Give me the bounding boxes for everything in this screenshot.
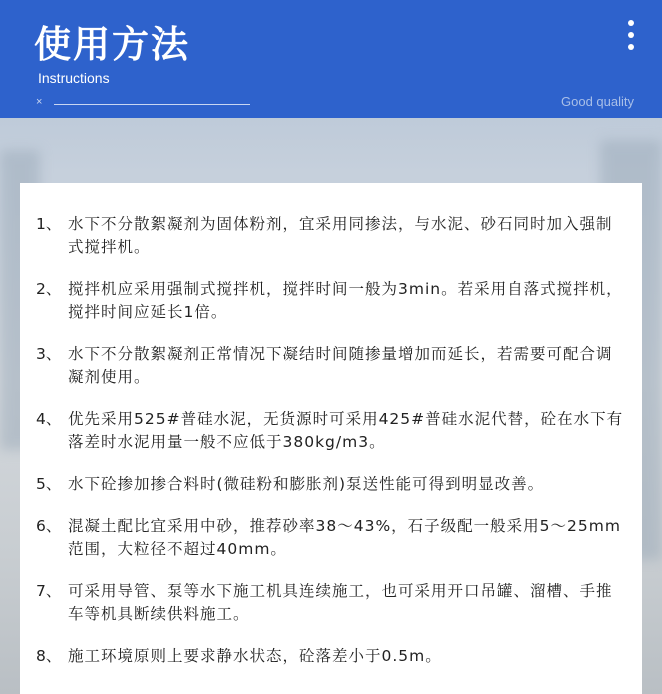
page-title: 使用方法 (34, 23, 190, 66)
item-number: 8、 (36, 647, 62, 665)
list-item (36, 473, 628, 496)
list-item (36, 515, 628, 561)
list-item (36, 278, 628, 324)
list-item (36, 408, 628, 454)
divider (54, 104, 250, 105)
menu-dot (628, 44, 634, 50)
menu-dot (628, 32, 634, 38)
item-number: 7、 (36, 582, 62, 600)
item-text: 施工环境原则上要求静水状态，砼落差小于0.5m。 (68, 647, 442, 665)
item-text: 可采用导管、泵等水下施工机具连续施工，也可采用开口吊罐、溜槽、手推车等机具断续供料施工。 (68, 582, 613, 623)
page-subtitle: Instructions (38, 70, 110, 86)
item-text: 水下不分散絮凝剂为固体粉剂，宜采用同掺法，与水泥、砂石同时加入强制式搅拌机。 (68, 215, 613, 256)
instructions-panel (20, 183, 642, 694)
header-banner (0, 0, 662, 118)
item-number: 1、 (36, 215, 62, 233)
item-text: 水下不分散絮凝剂正常情况下凝结时间随掺量增加而延长，若需要可配合调凝剂使用。 (68, 345, 613, 386)
item-text: 水下砼掺加掺合料时(微硅粉和膨胀剂)泵送性能可得到明显改善。 (68, 475, 545, 493)
item-number: 2、 (36, 280, 62, 298)
list-item (36, 645, 628, 668)
item-number: 6、 (36, 517, 62, 535)
item-number: 5、 (36, 475, 62, 493)
tagline: Good quality (561, 94, 634, 109)
close-icon: × (36, 96, 43, 108)
instructions-list (36, 213, 628, 687)
item-text: 搅拌机应采用强制式搅拌机，搅拌时间一般为3min。若采用自落式搅拌机，搅拌时间应延长1倍。 (68, 280, 623, 321)
item-text: 优先采用525#普硅水泥，无货源时可采用425#普硅水泥代替，砼在水下有落差时水泥用量一般不应低于380kg/m3。 (68, 410, 624, 451)
item-number: 3、 (36, 345, 62, 363)
list-item (36, 343, 628, 389)
item-text: 混凝土配比宜采用中砂，推荐砂率38～43%，石子级配一般采用5～25mm范围，大粒径不超过40mm。 (68, 517, 621, 558)
list-item (36, 580, 628, 626)
item-number: 4、 (36, 410, 62, 428)
more-vertical-icon[interactable] (624, 20, 638, 60)
menu-dot (628, 20, 634, 26)
list-item (36, 213, 628, 259)
